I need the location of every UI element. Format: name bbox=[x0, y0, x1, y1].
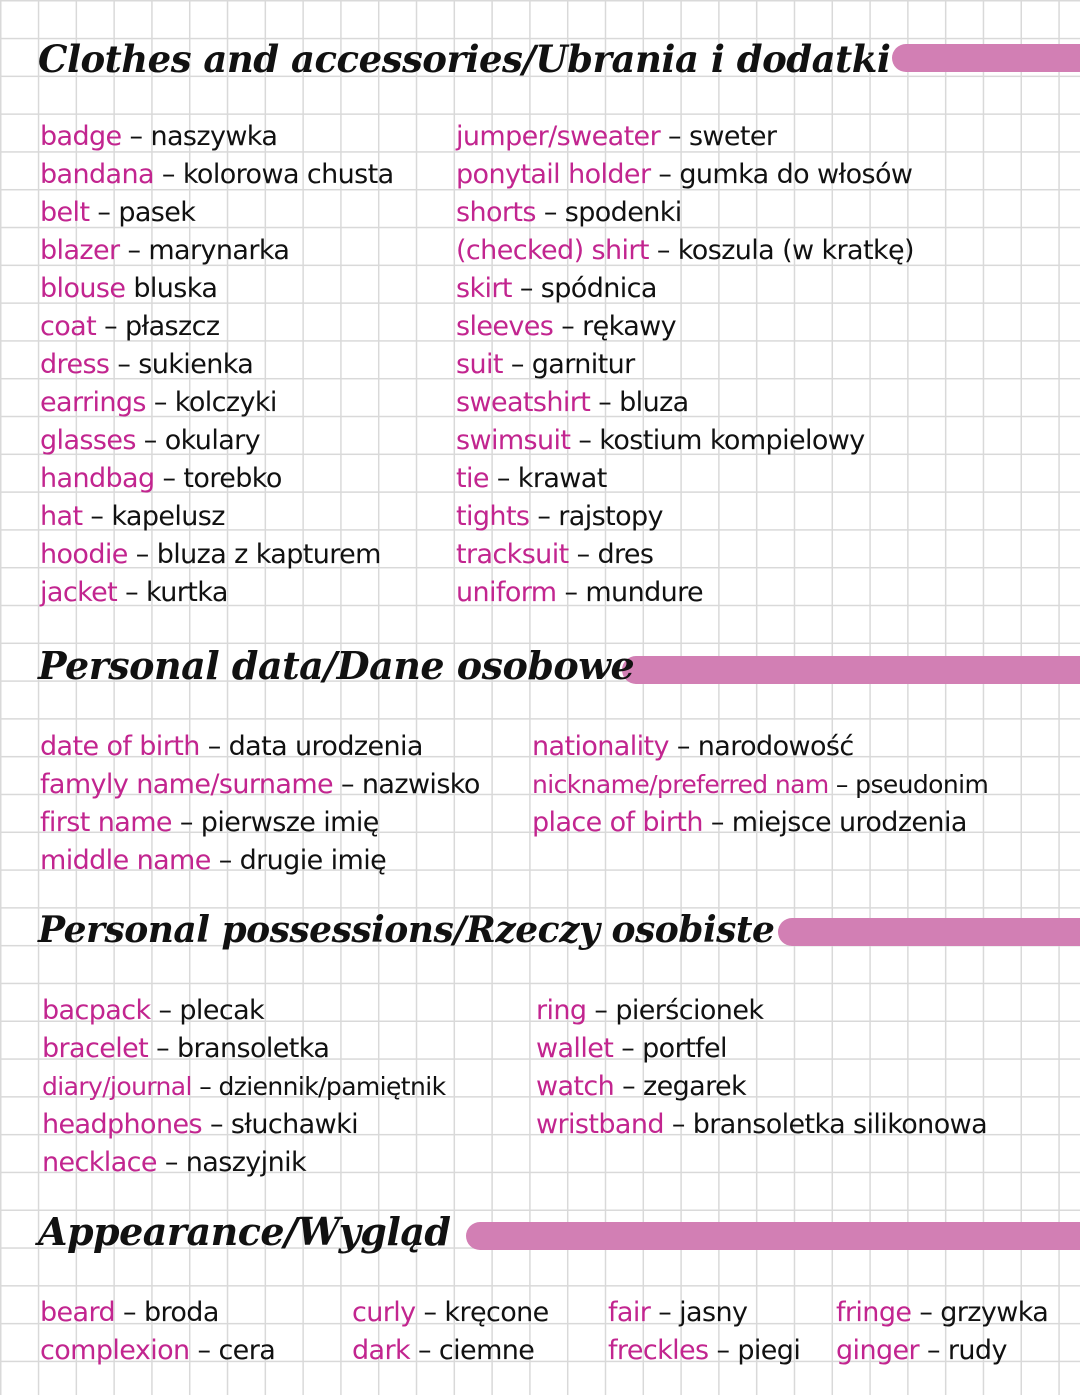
section-title: Appearance/Wygląd bbox=[38, 1209, 451, 1254]
vocab-entry: earrings – kolczyki bbox=[40, 387, 277, 418]
vocab-entry: middle name – drugie imię bbox=[40, 845, 387, 876]
vocab-entry: sweatshirt – bluza bbox=[456, 387, 689, 418]
vocab-entry: famyly name/surname – nazwisko bbox=[40, 769, 480, 800]
vocab-entry: ring – pierścionek bbox=[536, 995, 764, 1026]
vocab-entry: curly – kręcone bbox=[352, 1297, 549, 1328]
vocab-entry: jacket – kurtka bbox=[40, 577, 228, 608]
vocab-entry: dress – sukienka bbox=[40, 349, 254, 380]
vocab-entry: tie – krawat bbox=[456, 463, 607, 494]
vocab-entry: hat – kapelusz bbox=[40, 501, 225, 532]
vocab-entry: blazer – marynarka bbox=[40, 235, 290, 266]
vocab-entry: fair – jasny bbox=[608, 1297, 748, 1328]
heading-highlight-bar bbox=[892, 44, 1080, 72]
vocab-entry: hoodie – bluza z kapturem bbox=[40, 539, 381, 570]
vocab-entry: nationality – narodowość bbox=[532, 731, 854, 762]
vocab-entry: bracelet – bransoletka bbox=[42, 1033, 330, 1064]
vocab-entry: wallet – portfel bbox=[536, 1033, 727, 1064]
vocab-entry: nickname/preferred nam – pseudonim bbox=[532, 770, 989, 799]
vocab-entry: place of birth – miejsce urodzenia bbox=[532, 807, 967, 838]
vocab-entry: badge – naszywka bbox=[40, 121, 278, 152]
vocab-entry: ponytail holder – gumka do włosów bbox=[456, 159, 913, 190]
vocab-entry: freckles – piegi bbox=[608, 1335, 801, 1366]
vocab-entry: coat – płaszcz bbox=[40, 311, 220, 342]
vocab-entry: handbag – torebko bbox=[40, 463, 282, 494]
section-heading-possessions bbox=[0, 904, 1080, 964]
vocab-entry: fringe – grzywka bbox=[836, 1297, 1049, 1328]
section-heading-personal-data bbox=[0, 640, 1080, 700]
vocab-entry: suit – garnitur bbox=[456, 349, 635, 380]
vocab-entry: bacpack – plecak bbox=[42, 995, 265, 1026]
vocab-entry: beard – broda bbox=[40, 1297, 219, 1328]
section-heading-appearance bbox=[0, 1204, 1080, 1264]
section-heading-clothes bbox=[0, 34, 1080, 94]
vocab-entry: glasses – okulary bbox=[40, 425, 261, 456]
vocab-entry: first name – pierwsze imię bbox=[40, 807, 379, 838]
vocab-entry: watch – zegarek bbox=[536, 1071, 747, 1102]
vocab-entry: (checked) shirt – koszula (w kratkę) bbox=[456, 235, 914, 266]
vocab-entry: bandana – kolorowa chusta bbox=[40, 159, 394, 190]
vocab-entry: tights – rajstopy bbox=[456, 501, 663, 532]
vocab-entry: belt – pasek bbox=[40, 197, 196, 228]
heading-highlight-bar bbox=[622, 656, 1080, 684]
vocab-entry: complexion – cera bbox=[40, 1335, 276, 1366]
vocab-entry: wristband – bransoletka silikonowa bbox=[536, 1109, 988, 1140]
vocab-entry: skirt – spódnica bbox=[456, 273, 657, 304]
vocab-entry: headphones – słuchawki bbox=[42, 1109, 359, 1140]
heading-highlight-bar bbox=[466, 1222, 1080, 1250]
vocab-entry: swimsuit – kostium kompielowy bbox=[456, 425, 865, 456]
heading-highlight-bar bbox=[778, 918, 1080, 946]
vocab-entry: diary/journal – dziennik/pamiętnik bbox=[42, 1072, 446, 1101]
vocab-entry: tracksuit – dres bbox=[456, 539, 654, 570]
vocab-entry: uniform – mundure bbox=[456, 577, 704, 608]
vocab-entry: shorts – spodenki bbox=[456, 197, 682, 228]
section-title: Personal possessions/Rzeczy osobiste bbox=[38, 909, 775, 951]
section-title: Personal data/Dane osobowe bbox=[38, 643, 635, 688]
section-title: Clothes and accessories/Ubrania i dodatki bbox=[38, 37, 891, 81]
vocab-entry: jumper/sweater – sweter bbox=[456, 121, 777, 152]
vocab-entry: sleeves – rękawy bbox=[456, 311, 677, 342]
vocab-entry: ginger – rudy bbox=[836, 1335, 1007, 1366]
vocab-entry: dark – ciemne bbox=[352, 1335, 535, 1366]
vocab-entry: necklace – naszyjnik bbox=[42, 1147, 307, 1178]
vocab-entry: date of birth – data urodzenia bbox=[40, 731, 423, 762]
vocab-entry: blouse bluska bbox=[40, 273, 218, 304]
